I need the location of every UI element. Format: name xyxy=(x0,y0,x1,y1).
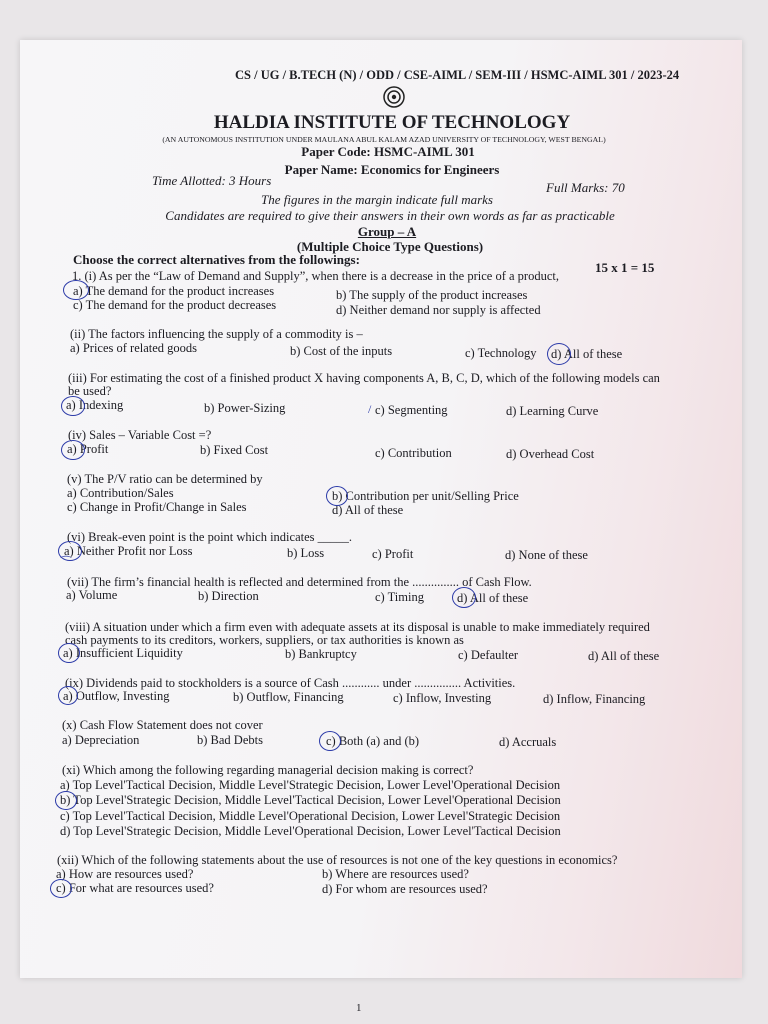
option-b: b) Contribution per unit/Selling Price xyxy=(332,489,519,503)
option-b: b) Loss xyxy=(287,546,325,560)
question-text: (vii) The firm’s financial health is reflected and determined from the ............... of Cash Flow. xyxy=(67,575,532,589)
question-text: (iv) Sales – Variable Cost =? xyxy=(68,428,212,442)
option-a: a) The demand for the product increases xyxy=(73,284,275,298)
option-a: a) Outflow, Investing xyxy=(63,689,170,703)
option-c: c) Timing xyxy=(375,590,424,604)
question-text: (x) Cash Flow Statement does not cover xyxy=(62,718,263,732)
option-c: c) Top Level'Tactical Decision, Middle Level'Operational Decision, Lower Level'Strategic Decision xyxy=(60,809,561,823)
candidate-instruction: Candidates are required to give their answers in their own words as far as practicable xyxy=(165,208,615,223)
option-c: c) Contribution xyxy=(375,446,452,460)
option-a: a) Top Level'Tactical Decision, Middle Level'Strategic Decision, Lower Level'Operational Decision xyxy=(60,778,561,792)
option-a: a) Depreciation xyxy=(62,733,140,747)
time-allotted: Time Allotted: 3 Hours xyxy=(152,173,272,188)
option-a: a) Prices of related goods xyxy=(70,341,198,355)
option-c: c) Defaulter xyxy=(458,648,519,662)
option-b: b) Fixed Cost xyxy=(200,443,269,457)
option-c: c) Segmenting xyxy=(375,403,448,417)
question-text: (v) The P/V ratio can be determined by xyxy=(67,472,263,486)
question-text-continued: be used? xyxy=(68,384,112,398)
option-c: c) The demand for the product decreases xyxy=(73,298,277,312)
option-b: b) Where are resources used? xyxy=(322,867,469,881)
section-score: 15 x 1 = 15 xyxy=(595,260,655,275)
question-text: (xi) Which among the following regarding managerial decision making is correct? xyxy=(62,763,474,777)
option-a: a) Volume xyxy=(66,588,118,602)
option-a: a) Profit xyxy=(67,442,109,456)
option-b: b) Outflow, Financing xyxy=(233,690,344,704)
option-d: d) Learning Curve xyxy=(506,404,599,418)
pen-tick-mark: ⌒ xyxy=(60,555,73,569)
option-d: d) Inflow, Financing xyxy=(543,692,646,706)
page-number: 1 xyxy=(356,1002,362,1014)
option-d: d) Accruals xyxy=(499,735,557,749)
option-b: b) The supply of the product increases xyxy=(336,288,528,302)
option-c: c) For what are resources used? xyxy=(56,881,214,895)
question-text: (xii) Which of the following statements about the use of resources is not one of the key questions in economics? xyxy=(57,853,618,867)
margin-marks-note: The figures in the margin indicate full marks xyxy=(261,192,493,207)
option-c: c) Change in Profit/Change in Sales xyxy=(67,500,247,514)
institute-name: HALDIA INSTITUTE OF TECHNOLOGY xyxy=(213,112,571,133)
option-d: d) Top Level'Strategic Decision, Middle Level'Operational Decision, Lower Level'Tactical Decision xyxy=(60,824,561,838)
option-c: c) Technology xyxy=(465,346,537,360)
question-text-continued: cash payments to its creditors, workers, suppliers, or tax authorities is known as xyxy=(65,633,464,647)
option-a: a) How are resources used? xyxy=(56,867,194,881)
option-d: d) All of these xyxy=(551,347,623,361)
option-b: b) Power-Sizing xyxy=(204,401,286,415)
option-a: a) Indexing xyxy=(66,398,124,412)
section-instruction: Choose the correct alternatives from the followings: xyxy=(73,252,360,267)
option-c: c) Inflow, Investing xyxy=(393,691,492,705)
option-a: a) Insufficient Liquidity xyxy=(63,646,183,660)
option-c: c) Profit xyxy=(372,547,414,561)
question-text: (ii) The factors influencing the supply of a commodity is – xyxy=(70,327,363,341)
paper-code: Paper Code: HSMC-AIML 301 xyxy=(301,144,475,159)
option-d: d) All of these xyxy=(457,591,529,605)
question-text: (viii) A situation under which a firm even with adequate assets at its disposal is unable to make immediately required xyxy=(65,620,650,634)
option-d: d) Neither demand nor supply is affected xyxy=(336,303,541,317)
option-d: d) All of these xyxy=(588,649,660,663)
group-title: Group – A xyxy=(357,224,417,239)
question-text: (ix) Dividends paid to stockholders is a source of Cash ............ under ............... Activities. xyxy=(65,676,516,690)
option-a: a) Contribution/Sales xyxy=(67,486,174,500)
option-a: a) Neither Profit nor Loss xyxy=(64,544,193,558)
full-marks: Full Marks: 70 xyxy=(546,180,625,195)
question-text: (iii) For estimating the cost of a finished product X having components A, B, C, D, which of the following models can xyxy=(68,371,660,385)
group-type: (Multiple Choice Type Questions) xyxy=(296,239,484,254)
option-d: d) All of these xyxy=(332,503,404,517)
pen-tick-mark: / xyxy=(368,402,372,416)
question-text: 1. (i) As per the “Law of Demand and Supply”, when there is a decrease in the price of a product, xyxy=(72,269,559,283)
option-d: d) Overhead Cost xyxy=(506,447,595,461)
option-b: b) Cost of the inputs xyxy=(290,344,393,358)
option-b: b) Top Level'Strategic Decision, Middle Level'Tactical Decision, Lower Level'Operational Decision xyxy=(60,793,561,807)
option-b: b) Bad Debts xyxy=(197,733,263,747)
question-text: (vi) Break-even point is the point which indicates _____. xyxy=(67,530,353,544)
institute-emblem-icon xyxy=(383,86,405,108)
exam-code-line: CS / UG / B.TECH (N) / ODD / CSE-AIML / SEM-III / HSMC-AIML 301 / 2023-24 xyxy=(235,68,680,82)
option-d: d) None of these xyxy=(505,548,588,562)
option-b: b) Direction xyxy=(198,589,259,603)
option-b: b) Bankruptcy xyxy=(285,647,357,661)
option-c: c) Both (a) and (b) xyxy=(326,734,420,748)
paper-name: Paper Name: Economics for Engineers xyxy=(284,162,500,177)
institute-affiliation: (AN AUTONOMOUS INSTITUTION UNDER MAULANA ABUL KALAM AZAD UNIVERSITY OF TECHNOLOGY, WEST BENGAL) xyxy=(162,135,606,144)
option-d: d) For whom are resources used? xyxy=(322,882,488,896)
